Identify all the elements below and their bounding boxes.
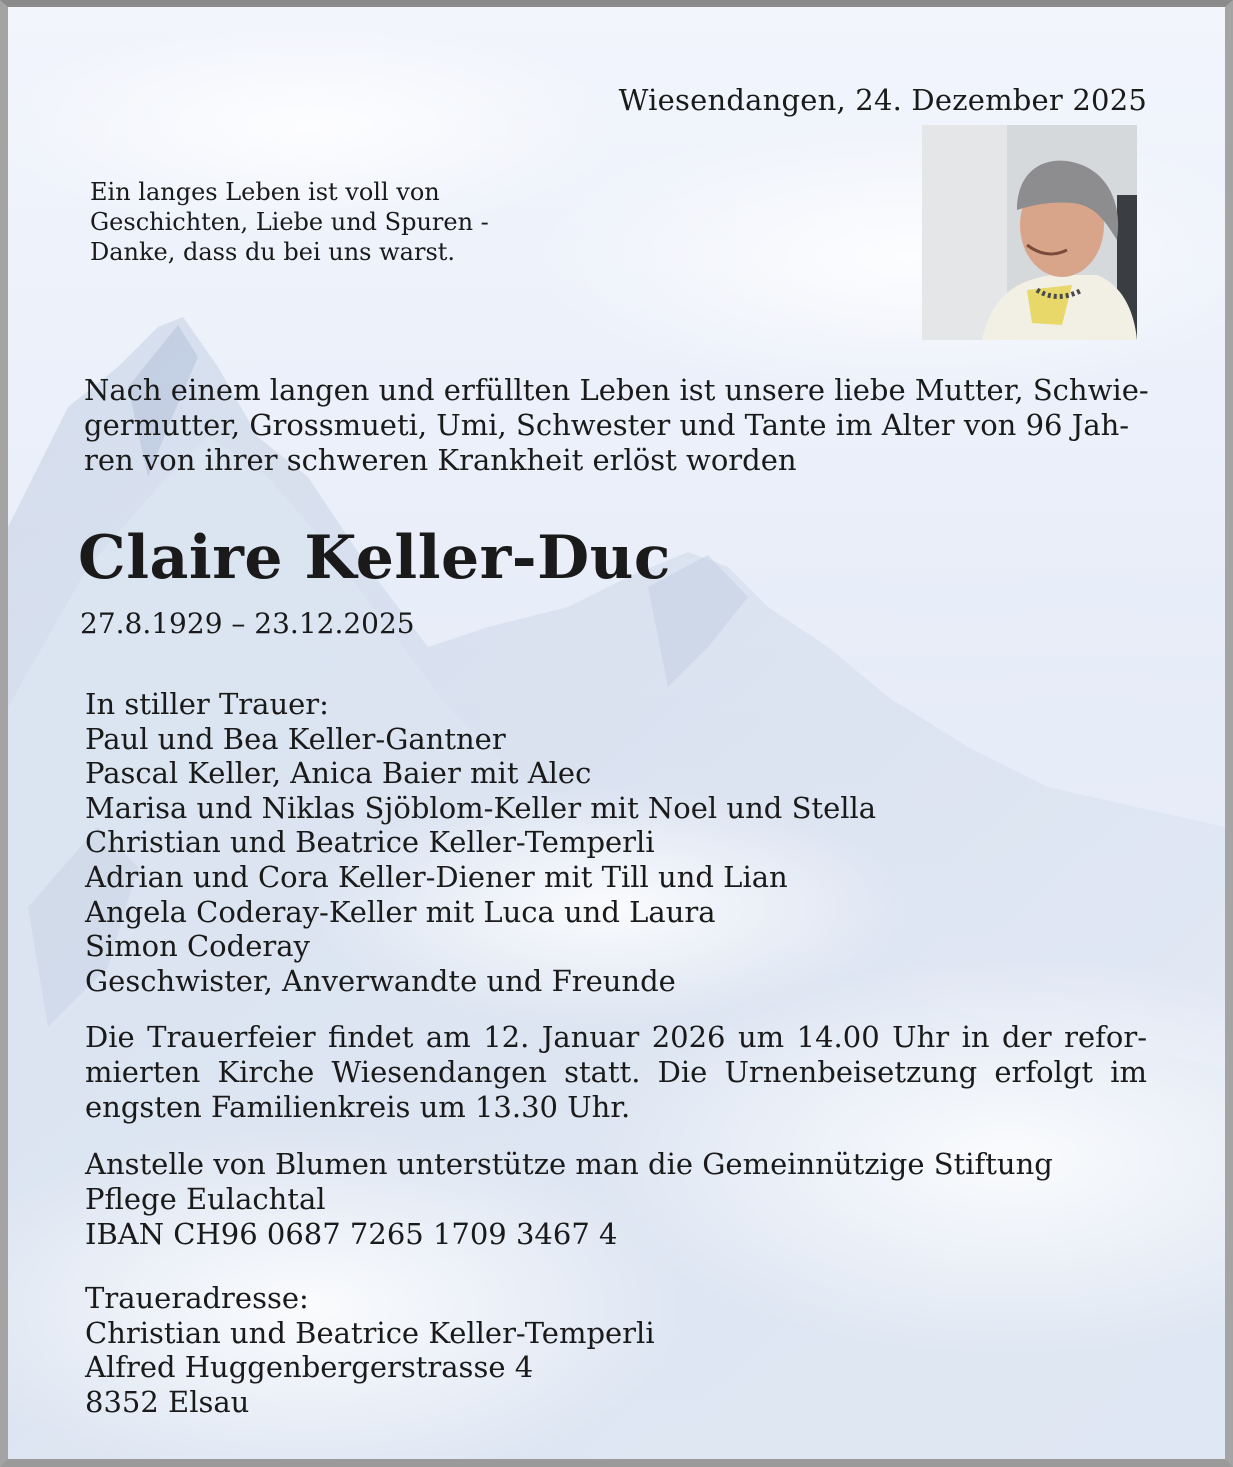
intro-text bbox=[84, 373, 1154, 478]
intro-line: ren von ihrer schweren Krankheit erlöst worden bbox=[84, 443, 797, 477]
intro-line: Nach einem langen und erfüllten Leben ist unsere liebe Mutter, Schwie- bbox=[84, 373, 1149, 407]
deceased-name: Claire Keller-Duc bbox=[78, 523, 671, 593]
motto-line: Danke, dass du bei uns warst. bbox=[90, 238, 456, 266]
mourning-address bbox=[85, 1281, 655, 1419]
intro-line: germutter, Grossmueti, Umi, Schwester und Tante im Alter von 96 Jah- bbox=[84, 408, 1130, 442]
motto-line: Geschichten, Liebe und Spuren - bbox=[90, 208, 489, 236]
donation-line: Pflege Eulachtal bbox=[85, 1182, 326, 1216]
mourner-entry: Geschwister, Anverwandte und Freunde bbox=[85, 963, 676, 998]
portrait-photo bbox=[922, 125, 1137, 340]
iban-line: IBAN CH96 0687 7265 1709 3467 4 bbox=[85, 1217, 618, 1251]
lifespan-dates: 27.8.1929 – 23.12.2025 bbox=[80, 607, 415, 640]
mourner-entry: Marisa und Niklas Sjöblom-Keller mit Noel und Stella bbox=[85, 790, 877, 825]
motto-verse bbox=[90, 177, 489, 267]
donation-line: Anstelle von Blumen unterstütze man die Gemeinnützige Stiftung bbox=[85, 1147, 1053, 1181]
address-line: 8352 Elsau bbox=[85, 1384, 250, 1419]
mourner-entry: Christian und Beatrice Keller-Temperli bbox=[85, 825, 655, 860]
address-heading: Traueradresse: bbox=[85, 1281, 309, 1315]
portrait-illustration bbox=[922, 125, 1137, 340]
motto-line: Ein langes Leben ist voll von bbox=[90, 178, 440, 206]
ceremony-line: mierten Kirche Wiesendangen statt. Die Urnenbeisetzung erfolgt im bbox=[85, 1055, 1147, 1089]
mourner-entry: Adrian und Cora Keller-Diener mit Till und Lian bbox=[85, 859, 788, 894]
mourners-list bbox=[85, 687, 876, 998]
ceremony-line: engsten Familienkreis um 13.30 Uhr. bbox=[85, 1090, 631, 1124]
donation-notice bbox=[85, 1147, 1053, 1252]
mourner-entry: Paul und Bea Keller-Gantner bbox=[85, 721, 506, 756]
address-line: Alfred Huggenbergerstrasse 4 bbox=[85, 1350, 534, 1385]
mourners-heading: In stiller Trauer: bbox=[85, 687, 329, 721]
mourner-entry: Simon Coderay bbox=[85, 929, 310, 964]
ceremony-line: Die Trauerfeier findet am 12. Januar 2026 um 14.00 Uhr in der refor- bbox=[85, 1020, 1147, 1054]
date-line: Wiesendangen, 24. Dezember 2025 bbox=[618, 83, 1147, 117]
address-line: Christian und Beatrice Keller-Temperli bbox=[85, 1315, 655, 1350]
mourner-entry: Angela Coderay-Keller mit Luca und Laura bbox=[85, 894, 716, 929]
mourner-entry: Pascal Keller, Anica Baier mit Alec bbox=[85, 756, 592, 791]
ceremony-notice bbox=[85, 1020, 1147, 1125]
